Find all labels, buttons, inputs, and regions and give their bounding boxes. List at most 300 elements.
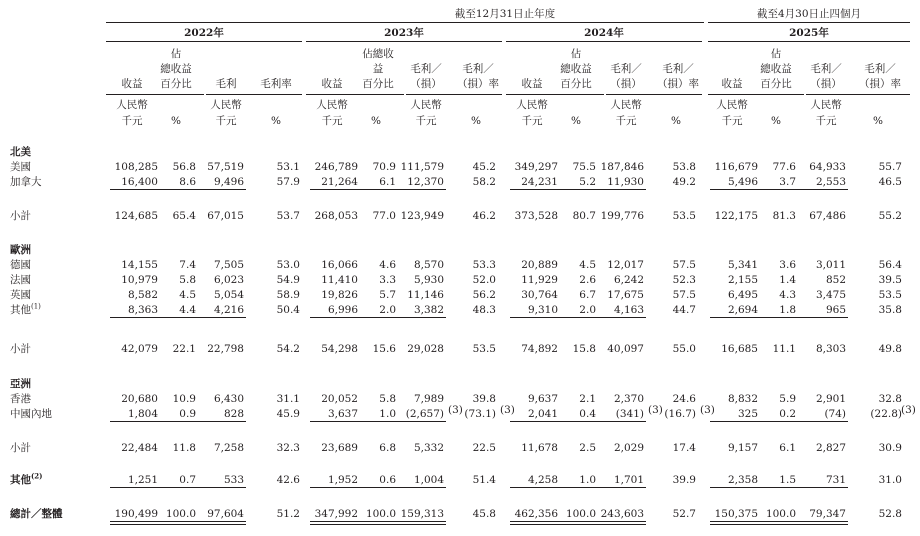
cell-asia-sub-11: 17.4	[672, 442, 696, 454]
cell-na-sub-2: 67,015	[207, 210, 244, 222]
cell-other-row-2: 533	[223, 474, 244, 486]
cell-cn-11: (16.7)	[664, 408, 696, 420]
rule-521-6	[396, 521, 446, 525]
cell-us-8: 349,297	[514, 161, 558, 173]
cell-eu-sub-12: 16,685	[721, 343, 758, 355]
cell-us-15: 55.7	[878, 161, 902, 173]
col-pct-2023-b: 益	[372, 63, 384, 75]
unit-pct-2025-gm: %	[873, 115, 883, 127]
label-fr: 法國	[10, 274, 31, 286]
cell-fr-0: 10,979	[121, 274, 158, 286]
col-pct-2025-a: 佔	[770, 48, 782, 60]
cell-fr-11: 52.3	[672, 274, 696, 286]
cell-hk-10: 2,370	[613, 393, 644, 405]
cell-ca-2: 9,496	[213, 176, 244, 188]
unit-k-2022-gp: 千元	[215, 115, 237, 127]
rule-189-2	[196, 189, 246, 190]
hdr-rule-2023-b	[406, 94, 502, 95]
label-other: 其他$^{(2)}$	[10, 471, 43, 486]
cell-us-14: 64,933	[809, 161, 846, 173]
unit-pct-2022-gm: %	[271, 115, 281, 127]
year-rule-2024	[506, 41, 702, 42]
cell-ca-1: 8.6	[179, 176, 196, 188]
rule-317-5	[348, 317, 398, 318]
label-total: 總計／整體	[10, 508, 63, 520]
label-de: 德國	[10, 259, 31, 271]
cell-eu-sub-5: 15.6	[372, 343, 396, 355]
cell-hk-0: 20,680	[121, 393, 158, 405]
period-fy-header: 截至12月31日止年度	[454, 8, 556, 20]
cell-na-sub-6: 123,949	[400, 210, 444, 222]
rule-421-14	[798, 421, 848, 422]
cell-uk-6: 11,146	[407, 289, 444, 301]
col-pct-2025-b: 總收益	[760, 63, 792, 75]
rule-317-13	[748, 317, 798, 318]
cell-na-sub-14: 67,486	[809, 210, 846, 222]
col-pct-2025-c: 百分比	[760, 78, 792, 90]
col-gp-2023-a: 毛利／	[410, 63, 442, 75]
cell-cn-15: (22.8)	[870, 408, 902, 420]
year-2025: 2025年	[789, 27, 829, 39]
cell-de-13: 3.6	[779, 259, 796, 271]
cell-na-sub-3: 53.7	[276, 210, 300, 222]
cell-eu-sub-4: 54,298	[321, 343, 358, 355]
section-north-america: 北美	[10, 146, 31, 158]
label-us: 美國	[10, 161, 31, 173]
cell-na-sub-8: 373,528	[514, 210, 558, 222]
cell-fr-7: 52.0	[472, 274, 496, 286]
cell-fr-5: 3.3	[379, 274, 396, 286]
cell-total-row-7: 45.8	[472, 508, 496, 520]
period-fy-rule	[106, 22, 704, 23]
cell-cn-14: (74)	[824, 408, 846, 420]
cell-asia-sub-9: 2.5	[579, 442, 596, 454]
cell-uk-13: 4.3	[779, 289, 796, 301]
unit-pct-2023: %	[371, 115, 381, 127]
cell-de-5: 4.6	[379, 259, 396, 271]
cell-hk-4: 20,052	[321, 393, 358, 405]
cell-na-sub-11: 53.5	[672, 210, 696, 222]
rule-487-14	[798, 487, 848, 488]
cell-na-sub-9: 80.7	[572, 210, 596, 222]
cell-uk-0: 8,582	[127, 289, 158, 301]
label-eu-other: 其他$^{(1)}$	[10, 302, 41, 316]
cell-cn-13: 0.2	[779, 408, 796, 420]
cell-ca-6: 12,370	[407, 176, 444, 188]
cell-cn-6: (2,657)	[405, 408, 444, 420]
cell-us-12: 116,679	[714, 161, 758, 173]
cell-cn-5: 1.0	[379, 408, 396, 420]
cell-other-row-14: 731	[825, 474, 846, 486]
cell-ca-13: 3.7	[779, 176, 796, 188]
col-pct-2024-b: 總收益	[560, 63, 592, 75]
cell-hk-8: 9,637	[527, 393, 558, 405]
rule-487-2	[196, 487, 246, 488]
unit-rmb-2023-rev: 人民幣	[316, 99, 348, 111]
cell-fr-6: 5,930	[413, 274, 444, 286]
cell-asia-sub-8: 11,678	[521, 442, 558, 454]
cell-total-row-0: 190,499	[114, 508, 158, 520]
col-gp-2023-b: （損）	[410, 78, 442, 90]
col-revenue-2023: 收益	[321, 78, 343, 90]
unit-k-2022-rev: 千元	[121, 115, 143, 127]
cell-na-sub-7: 46.2	[472, 210, 496, 222]
cell-us-11: 53.8	[672, 161, 696, 173]
rule-317-9	[548, 317, 598, 318]
cell-cn-4: 3,637	[327, 408, 358, 420]
unit-rmb-2025-gp: 人民幣	[810, 99, 842, 111]
cell-cn-3: 45.9	[276, 408, 300, 420]
cell-other-row-12: 2,358	[727, 474, 758, 486]
cell-ca-11: 49.2	[672, 176, 696, 188]
cell-asia-sub-5: 6.8	[379, 442, 396, 454]
label-eu-subtotal: 小計	[10, 343, 31, 355]
cell-asia-sub-4: 23,689	[321, 442, 358, 454]
hdr-rule-2022-b	[206, 94, 302, 95]
note-3-gp-2023: (3)	[448, 404, 463, 416]
cell-other-row-1: 0.7	[179, 474, 196, 486]
cell-fr-13: 1.4	[779, 274, 796, 286]
rule-317-10	[596, 317, 646, 318]
unit-rmb-2023-gp: 人民幣	[410, 99, 442, 111]
cell-fr-4: 11,410	[321, 274, 358, 286]
cell-uk-12: 6,495	[727, 289, 758, 301]
cell-fr-15: 39.5	[878, 274, 902, 286]
rule-487-13	[748, 487, 798, 488]
cell-us-6: 111,579	[400, 161, 444, 173]
cell-total-row-5: 100.0	[365, 508, 396, 520]
hdr-rule-2023-a	[306, 94, 404, 95]
cell-eu-other-4: 6,996	[327, 304, 358, 316]
cell-other-row-9: 1.0	[579, 474, 596, 486]
unit-k-2024-gp: 千元	[615, 115, 637, 127]
unit-pct-2024: %	[571, 115, 581, 127]
rule-189-9	[548, 189, 598, 190]
cell-us-13: 77.6	[772, 161, 796, 173]
cell-de-12: 5,341	[727, 259, 758, 271]
cell-ca-9: 5.2	[579, 176, 596, 188]
cell-ca-5: 6.1	[379, 176, 396, 188]
cell-fr-14: 852	[825, 274, 846, 286]
cell-hk-13: 5.9	[779, 393, 796, 405]
cell-hk-5: 5.8	[379, 393, 396, 405]
cell-de-8: 20,889	[521, 259, 558, 271]
cell-eu-other-15: 35.8	[878, 304, 902, 316]
cell-cn-2: 828	[223, 408, 244, 420]
cell-us-2: 57,519	[207, 161, 244, 173]
rule-421-9	[548, 421, 598, 422]
cell-fr-9: 2.6	[579, 274, 596, 286]
cell-cn-0: 1,804	[127, 408, 158, 420]
rule-487-6	[396, 487, 446, 488]
cell-other-row-13: 1.5	[779, 474, 796, 486]
cell-uk-10: 17,675	[607, 289, 644, 301]
cell-asia-sub-10: 2,029	[613, 442, 644, 454]
note-1: (1)	[31, 302, 41, 311]
cell-fr-3: 54.9	[276, 274, 300, 286]
cell-eu-sub-1: 22.1	[172, 343, 196, 355]
cell-total-row-2: 97,604	[207, 508, 244, 520]
rule-521-13	[748, 521, 798, 525]
cell-asia-sub-6: 5,332	[413, 442, 444, 454]
rule-521-5	[348, 521, 398, 525]
cell-asia-sub-1: 11.8	[172, 442, 196, 454]
cell-eu-other-13: 1.8	[779, 304, 796, 316]
cell-total-row-15: 52.8	[878, 508, 902, 520]
col-revenue-2022: 收益	[121, 78, 143, 90]
cell-eu-other-2: 4,216	[213, 304, 244, 316]
section-europe: 歐洲	[10, 244, 31, 256]
cell-uk-2: 5,054	[213, 289, 244, 301]
cell-us-4: 246,789	[314, 161, 358, 173]
col-revenue-2025: 收益	[721, 78, 743, 90]
cell-eu-sub-14: 8,303	[815, 343, 846, 355]
rule-189-13	[748, 189, 798, 190]
cell-uk-9: 6.7	[579, 289, 596, 301]
rule-521-14	[798, 521, 848, 525]
unit-pct-2022: %	[171, 115, 181, 127]
hdr-rule-2025-b	[806, 94, 910, 95]
unit-pct-2023-gm: %	[471, 115, 481, 127]
col-gp-2025-a: 毛利／	[810, 63, 842, 75]
cell-other-row-5: 0.6	[379, 474, 396, 486]
cell-fr-2: 6,023	[213, 274, 244, 286]
cell-other-row-3: 42.6	[276, 474, 300, 486]
cell-uk-5: 5.7	[379, 289, 396, 301]
cell-us-9: 75.5	[572, 161, 596, 173]
col-gm-2025-a: 毛利／	[864, 63, 896, 75]
cell-uk-4: 19,826	[321, 289, 358, 301]
cell-de-7: 53.3	[472, 259, 496, 271]
rule-421-10	[596, 421, 646, 422]
cell-uk-14: 3,475	[815, 289, 846, 301]
unit-rmb-2025-rev: 人民幣	[716, 99, 748, 111]
year-2023: 2023年	[384, 27, 424, 39]
cell-other-row-4: 1,952	[327, 474, 358, 486]
cell-us-10: 187,846	[600, 161, 644, 173]
cell-other-row-11: 39.9	[672, 474, 696, 486]
col-gm-2024-b: （損）率	[657, 78, 699, 90]
cell-na-sub-4: 268,053	[314, 210, 358, 222]
cell-hk-7: 39.8	[472, 393, 496, 405]
cell-de-3: 53.0	[276, 259, 300, 271]
cell-eu-other-9: 2.0	[579, 304, 596, 316]
label-asia-subtotal: 小計	[10, 442, 31, 454]
rule-317-14	[798, 317, 848, 318]
cell-hk-2: 6,430	[213, 393, 244, 405]
cell-eu-other-6: 3,382	[413, 304, 444, 316]
cell-uk-11: 57.5	[672, 289, 696, 301]
cell-eu-other-10: 4,163	[613, 304, 644, 316]
cell-eu-sub-6: 29,028	[407, 343, 444, 355]
cell-de-1: 7.4	[179, 259, 196, 271]
cell-de-2: 7,505	[213, 259, 244, 271]
rule-487-1	[148, 487, 198, 488]
cell-eu-sub-2: 22,798	[207, 343, 244, 355]
label-hk: 香港	[10, 393, 31, 405]
cell-asia-sub-2: 7,258	[213, 442, 244, 454]
unit-pct-2024-gm: %	[671, 115, 681, 127]
cell-de-10: 12,017	[607, 259, 644, 271]
note-3-gp-2024: (3)	[648, 404, 663, 416]
unit-k-2023-gp: 千元	[415, 115, 437, 127]
cell-uk-7: 56.2	[472, 289, 496, 301]
cell-us-3: 53.1	[276, 161, 300, 173]
cell-hk-12: 8,832	[727, 393, 758, 405]
cell-cn-10: (341)	[615, 408, 644, 420]
col-gm-2025-b: （損）率	[859, 78, 901, 90]
unit-k-2024-rev: 千元	[521, 115, 543, 127]
cell-total-row-4: 347,992	[314, 508, 358, 520]
cell-eu-other-12: 2,694	[727, 304, 758, 316]
cell-us-1: 56.8	[172, 161, 196, 173]
col-gp-2025-b: （損）	[810, 78, 842, 90]
col-gm-2023-a: 毛利／	[462, 63, 494, 75]
note-3-gm-2023: (3)	[500, 404, 515, 416]
col-pct-2024-a: 佔	[570, 48, 582, 60]
rule-189-14	[798, 189, 848, 190]
label-uk: 英國	[10, 289, 31, 301]
unit-rmb-2024-rev: 人民幣	[516, 99, 548, 111]
cell-eu-sub-11: 55.0	[672, 343, 696, 355]
unit-k-2023-rev: 千元	[321, 115, 343, 127]
year-rule-2023	[306, 41, 502, 42]
hdr-rule-2024-a	[506, 94, 604, 95]
cell-eu-other-14: 965	[825, 304, 846, 316]
cell-na-sub-1: 65.4	[172, 210, 196, 222]
col-pct-2022-a: 佔	[170, 48, 182, 60]
cell-eu-sub-3: 54.2	[276, 343, 300, 355]
cell-total-row-9: 100.0	[565, 508, 596, 520]
note-3-gm-2024: (3)	[700, 404, 715, 416]
cell-ca-8: 24,231	[521, 176, 558, 188]
unit-rmb-2022-rev: 人民幣	[116, 99, 148, 111]
cell-eu-sub-9: 15.8	[572, 343, 596, 355]
cell-de-6: 8,570	[413, 259, 444, 271]
rule-487-10	[596, 487, 646, 488]
col-revenue-2024: 收益	[521, 78, 543, 90]
rule-189-6	[396, 189, 446, 190]
cell-other-row-10: 1,701	[613, 474, 644, 486]
cell-total-row-12: 150,375	[714, 508, 758, 520]
cell-eu-sub-7: 53.5	[472, 343, 496, 355]
cell-eu-other-5: 2.0	[379, 304, 396, 316]
cell-eu-sub-15: 49.8	[878, 343, 902, 355]
note-2: (2)	[31, 471, 43, 481]
rule-189-5	[348, 189, 398, 190]
cell-hk-9: 2.1	[579, 393, 596, 405]
rule-317-6	[396, 317, 446, 318]
cell-de-15: 56.4	[878, 259, 902, 271]
cell-eu-sub-10: 40,097	[607, 343, 644, 355]
year-2024: 2024年	[584, 27, 624, 39]
cell-uk-1: 4.5	[179, 289, 196, 301]
cell-eu-other-8: 9,310	[527, 304, 558, 316]
cell-fr-8: 11,929	[521, 274, 558, 286]
unit-k-2025-gp: 千元	[815, 115, 837, 127]
year-rule-2025	[708, 41, 910, 42]
cell-asia-sub-12: 9,157	[727, 442, 758, 454]
rule-317-2	[196, 317, 246, 318]
label-cn: 中國內地	[10, 408, 52, 420]
rule-317-1	[148, 317, 198, 318]
cell-hk-6: 7,989	[413, 393, 444, 405]
cell-other-row-7: 51.4	[472, 474, 496, 486]
rule-189-1	[148, 189, 198, 190]
col-pct-2022-b: 總收益	[160, 63, 192, 75]
rule-487-5	[348, 487, 398, 488]
cell-uk-8: 30,764	[521, 289, 558, 301]
cell-fr-10: 6,242	[613, 274, 644, 286]
year-rule-2022	[106, 41, 302, 42]
cell-asia-sub-15: 30.9	[878, 442, 902, 454]
cell-asia-sub-3: 32.3	[276, 442, 300, 454]
cell-ca-4: 21,264	[321, 176, 358, 188]
cell-de-9: 4.5	[579, 259, 596, 271]
rule-521-9	[548, 521, 598, 525]
cell-fr-1: 5.8	[179, 274, 196, 286]
cell-total-row-11: 52.7	[672, 508, 696, 520]
unit-k-2025-rev: 千元	[721, 115, 743, 127]
col-gm-2023-b: （損）率	[457, 78, 499, 90]
rule-421-5	[348, 421, 398, 422]
col-pct-2022-c: 百分比	[160, 78, 192, 90]
col-pct-2023-c: 百分比	[362, 78, 394, 90]
hdr-rule-2022-a	[106, 94, 204, 95]
cell-total-row-1: 100.0	[165, 508, 196, 520]
cell-total-row-8: 462,356	[514, 508, 558, 520]
cell-de-11: 57.5	[672, 259, 696, 271]
cell-eu-other-3: 50.4	[276, 304, 300, 316]
cell-other-row-0: 1,251	[127, 474, 158, 486]
cell-na-sub-0: 124,685	[114, 210, 158, 222]
cell-na-sub-13: 81.3	[772, 210, 796, 222]
cell-de-4: 16,066	[321, 259, 358, 271]
rule-521-1	[148, 521, 198, 525]
label-ca: 加拿大	[10, 176, 42, 188]
cell-total-row-13: 100.0	[765, 508, 796, 520]
cell-na-sub-5: 77.0	[372, 210, 396, 222]
period-4m-rule	[708, 22, 910, 23]
period-4m-header: 截至4月30日止四個月	[756, 8, 862, 20]
cell-hk-14: 2,901	[815, 393, 846, 405]
cell-ca-3: 57.9	[276, 176, 300, 188]
hdr-rule-2024-b	[606, 94, 702, 95]
cell-ca-0: 16,400	[121, 176, 158, 188]
cell-de-14: 3,011	[815, 259, 846, 271]
col-gp-2024-b: （損）	[610, 78, 642, 90]
cell-other-row-15: 31.0	[878, 474, 902, 486]
cell-total-row-10: 243,603	[600, 508, 644, 520]
rule-189-10	[596, 189, 646, 190]
col-pct-2023-a: 佔總收	[362, 48, 394, 60]
cell-cn-9: 0.4	[579, 408, 596, 420]
cell-hk-15: 32.8	[878, 393, 902, 405]
cell-cn-8: 2,041	[527, 408, 558, 420]
cell-other-row-6: 1,004	[413, 474, 444, 486]
cell-fr-12: 2,155	[727, 274, 758, 286]
cell-ca-7: 58.2	[472, 176, 496, 188]
cell-hk-3: 31.1	[276, 393, 300, 405]
cell-eu-other-1: 4.4	[179, 304, 196, 316]
cell-asia-sub-7: 22.5	[472, 442, 496, 454]
rule-421-13	[748, 421, 798, 422]
cell-de-0: 14,155	[121, 259, 158, 271]
cell-total-row-14: 79,347	[809, 508, 846, 520]
cell-asia-sub-14: 2,827	[815, 442, 846, 454]
cell-na-sub-12: 122,175	[714, 210, 758, 222]
rule-421-6	[396, 421, 446, 422]
